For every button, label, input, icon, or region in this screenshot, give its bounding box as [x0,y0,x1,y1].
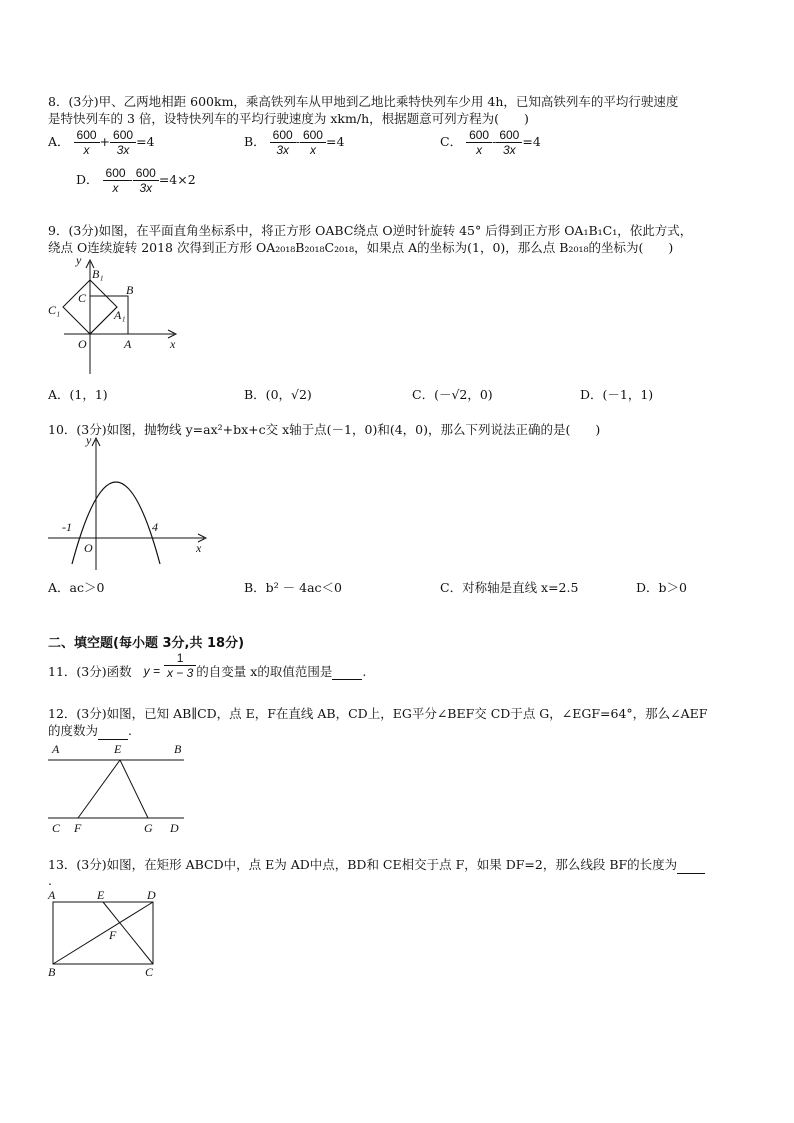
q12-text-line1: 12．(3分)如图，已知 AB∥CD，点 E，F在直线 AB，CD上，EG平分∠BEF交 CD于点 G，∠EGF=64°，那么∠AEF [48,706,708,721]
q10-option-a[interactable]: A．ac＞0 [48,580,105,595]
q9-label-a1: A₁ [114,308,126,322]
q12-label-g: G [144,821,153,835]
q11-formula-lhs: y = [143,664,160,678]
q9-label-x: x [170,337,176,351]
q9-rotated-square-figure [44,254,184,384]
q13-text-line1: 13．(3分)如图，在矩形 ABCD中，点 E为 AD中点，BD和 CE相交于点 F，如果 DF=2，那么线段 BF的长度为 [48,856,705,874]
q8-text-line1: 8．(3分)甲、乙两地相距 600km，乘高铁列车从甲地到乙地比乘特快列车少用 4h，已知高铁列车的平均行驶速度 [48,94,679,109]
option-label: D． [76,172,99,187]
q10-option-c[interactable]: C．对称轴是直线 x=2.5 [440,580,579,595]
q12-text-line2: 的度数为 . [48,723,132,738]
q11-text: 11．(3分)函数 y = $\frac{1}{x - 3}$ 的自变量 x的取值范围是 . [48,651,367,680]
section-title-fill-in: 二、填空题(每小题 3分,共 18分) [48,636,245,651]
option-label: C． [440,134,463,149]
q10-label-4: 4 [152,520,158,534]
q10-label-x: x [196,541,202,555]
q8-option-a[interactable]: A． $\frac{600}{x}$ + $\frac{600}{3x}$ =4 [48,128,155,157]
q9-label-b1: B₁ [92,267,104,281]
q9-option-d[interactable]: D．(－1，1) [580,387,654,402]
q13-label-f: F [109,928,117,942]
q13-label-a: A [48,888,56,902]
q9-label-o: O [78,337,87,351]
q9-text-line2: 绕点 O连续旋转 2018 次得到正方形 OA₂₀₁₈B₂₀₁₈C₂₀₁₈，如果点 A的坐标为(1，0)，那么点 B₂₀₁₈的坐标为( ) [48,240,674,255]
q12-label-a: A [52,742,60,756]
q9-label-a: A [124,337,132,351]
q9-option-b[interactable]: B．(0，√2) [244,387,312,402]
q13-label-d: D [147,888,156,902]
q10-option-d[interactable]: D．b＞0 [636,580,687,595]
q9-text-line1: 9．(3分)如图，在平面直角坐标系中，将正方形 OABC绕点 O逆时针旋转 45° 后得到正方形 OA₁B₁C₁，依此方式， [48,223,693,238]
q12-parallel-lines-figure [44,738,194,838]
q12-label-b: B [174,742,182,756]
q10-parabola-figure [44,432,214,572]
q10-label-y: y [86,433,92,447]
q12-label-c: C [52,821,61,835]
q9-label-c: C [78,291,87,305]
q9-label-y: y [76,254,82,267]
q13-text-line2: . [48,873,52,888]
option-label: B． [244,134,266,149]
q10-label-o: O [84,541,93,555]
q11-answer-blank[interactable] [332,662,362,680]
q13-label-e: E [97,888,105,902]
q13-label-c: C [145,965,154,979]
q10-text-line1: 10．(3分)如图，抛物线 y=ax²+bx+c交 x轴于点(－1，0)和(4，0)，那么下列说法正确的是( ) [48,422,601,437]
q13-label-b: B [48,965,56,979]
q9-option-a[interactable]: A．(1，1) [48,387,108,402]
q12-label-d: D [170,821,179,835]
option-label: A． [48,134,70,149]
q8-text-line2: 是特快列车的 3 倍，设特快列车的平均行驶速度为 xkm/h，根据题意可列方程为( ) [48,111,529,126]
q9-option-c[interactable]: C．(－√2，0) [412,387,493,402]
q8-option-b[interactable]: B． $\frac{600}{3x}$ - $\frac{600}{x}$ =4 [244,128,345,157]
q10-label-minus1: -1 [62,520,72,534]
q11-fraction: $\frac{1}{x - 3}$ [164,651,196,680]
q9-label-b: B [126,283,134,297]
q12-label-f: F [74,821,82,835]
q10-option-b[interactable]: B．b² － 4ac＜0 [244,580,343,595]
q8-option-d[interactable]: D． $\frac{600}{x}$ - $\frac{600}{3x}$ =4×2 [76,166,196,195]
q12-label-e: E [114,742,122,756]
q8-option-c[interactable]: C． $\frac{600}{x}$ - $\frac{600}{3x}$ =4 [440,128,541,157]
q13-rectangle-figure [44,886,174,982]
q9-label-c1: C₁ [48,303,61,317]
q13-answer-blank[interactable] [677,856,705,874]
